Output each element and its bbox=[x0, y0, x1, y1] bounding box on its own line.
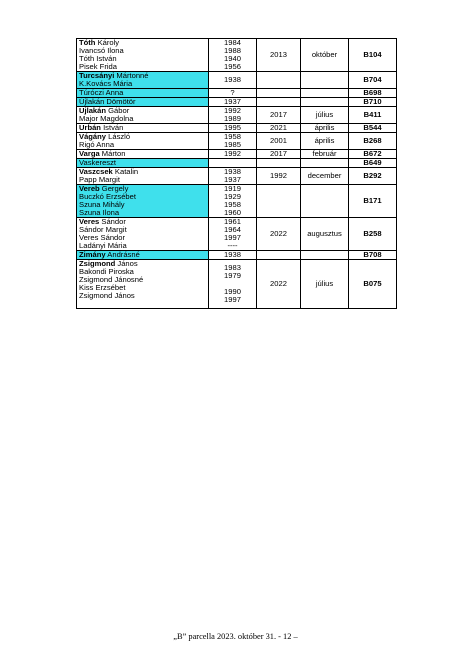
visit-month-cell bbox=[301, 72, 349, 89]
person-name bbox=[79, 292, 206, 300]
given-name: Károly bbox=[95, 38, 120, 47]
given-name: Rigó Anna bbox=[79, 140, 115, 149]
visit-year-cell: 2013 bbox=[257, 39, 301, 72]
grave-code-cell: B268 bbox=[349, 133, 397, 150]
years-cell bbox=[209, 39, 257, 72]
names-cell bbox=[77, 185, 209, 218]
burial-register-table bbox=[76, 38, 397, 309]
person-name bbox=[79, 115, 206, 123]
table-row bbox=[77, 185, 397, 218]
year-value: 1988 bbox=[224, 46, 241, 55]
year-value: 1992 bbox=[224, 149, 241, 158]
names-cell bbox=[77, 107, 209, 124]
year-value: 1997 bbox=[224, 295, 241, 304]
visit-month-cell bbox=[301, 98, 349, 107]
years-cell bbox=[209, 107, 257, 124]
given-name: Katalin bbox=[112, 167, 139, 176]
family-name: Vereb bbox=[79, 184, 100, 193]
family-name: Varga bbox=[79, 149, 100, 158]
family-name: Zimány bbox=[79, 250, 106, 259]
given-name: Papp Margit bbox=[79, 175, 120, 184]
visit-month-cell bbox=[301, 89, 349, 98]
years-cell bbox=[209, 185, 257, 218]
year-value: 1938 bbox=[224, 250, 241, 259]
years-cell bbox=[209, 260, 257, 309]
given-name: Ladányi Mária bbox=[79, 241, 127, 250]
names-cell bbox=[77, 260, 209, 309]
register-body bbox=[77, 39, 397, 309]
table-row bbox=[77, 72, 397, 89]
given-name: Sándor bbox=[99, 217, 126, 226]
grave-code-cell: B171 bbox=[349, 185, 397, 218]
visit-year-cell bbox=[257, 72, 301, 89]
year-value: 1964 bbox=[224, 225, 241, 234]
grave-code-cell: B649 bbox=[349, 159, 397, 168]
given-name: Major Magdolna bbox=[79, 114, 134, 123]
year-value: 1960 bbox=[224, 208, 241, 217]
person-name bbox=[79, 159, 206, 167]
years-cell bbox=[209, 72, 257, 89]
given-name: Tóth István bbox=[79, 54, 117, 63]
grave-code-cell: B104 bbox=[349, 39, 397, 72]
year-value: 1979 bbox=[224, 271, 241, 280]
names-cell bbox=[77, 218, 209, 251]
person-name bbox=[79, 251, 206, 259]
family-name: Vágány bbox=[79, 132, 107, 141]
year-value: 1995 bbox=[224, 123, 241, 132]
family-name: Zsigmond bbox=[79, 259, 116, 268]
names-cell bbox=[77, 72, 209, 89]
year-value bbox=[211, 159, 254, 167]
person-name bbox=[79, 63, 206, 71]
table-row bbox=[77, 150, 397, 159]
visit-year-cell: 2021 bbox=[257, 124, 301, 133]
year-value: 1992 bbox=[224, 106, 241, 115]
visit-month-cell: július bbox=[301, 260, 349, 309]
given-name: Márton bbox=[99, 149, 126, 158]
visit-year-cell bbox=[257, 251, 301, 260]
years-cell bbox=[209, 218, 257, 251]
person-name bbox=[79, 124, 206, 132]
names-cell bbox=[77, 168, 209, 185]
given-name: Kiss Erzsébet bbox=[79, 283, 126, 292]
person-name bbox=[79, 141, 206, 149]
grave-code-cell: B672 bbox=[349, 150, 397, 159]
family-name: Turcsányi bbox=[79, 71, 115, 80]
person-name bbox=[79, 89, 206, 97]
visit-year-cell: 1992 bbox=[257, 168, 301, 185]
grave-code-cell: B292 bbox=[349, 168, 397, 185]
year-value: 1958 bbox=[224, 132, 241, 141]
person-name bbox=[79, 242, 206, 250]
visit-month-cell: augusztus bbox=[301, 218, 349, 251]
year-value: 1989 bbox=[224, 114, 241, 123]
year-value: 1983 bbox=[224, 263, 241, 272]
given-name: Buczkó Erzsébet bbox=[79, 192, 136, 201]
given-name: Ivancsó Ilona bbox=[79, 46, 124, 55]
given-name: Gergely bbox=[99, 184, 129, 193]
visit-year-cell: 2022 bbox=[257, 218, 301, 251]
given-name: Zsigmond Jánosné bbox=[79, 275, 144, 284]
given-name: Zsigmond János bbox=[79, 291, 135, 300]
names-cell bbox=[77, 39, 209, 72]
visit-year-cell: 2022 bbox=[257, 260, 301, 309]
grave-code-cell: B411 bbox=[349, 107, 397, 124]
year-value: 1929 bbox=[224, 192, 241, 201]
given-name: Szuna Mihály bbox=[79, 200, 125, 209]
visit-month-cell bbox=[301, 251, 349, 260]
given-name: Andrásné bbox=[105, 250, 140, 259]
grave-code-cell: B698 bbox=[349, 89, 397, 98]
visit-month-cell: július bbox=[301, 107, 349, 124]
year-value: 1919 bbox=[224, 184, 241, 193]
person-name bbox=[79, 176, 206, 184]
visit-year-cell: 2001 bbox=[257, 133, 301, 150]
family-name: Veres bbox=[79, 217, 100, 226]
visit-year-cell bbox=[257, 98, 301, 107]
year-value: 1961 bbox=[224, 217, 241, 226]
table-row bbox=[77, 218, 397, 251]
page-footer: „B” parcella 2023. október 31. - 12 – bbox=[173, 632, 298, 641]
visit-month-cell: április bbox=[301, 133, 349, 150]
visit-year-cell bbox=[257, 159, 301, 168]
given-name: Újlakán Dömötör bbox=[79, 97, 136, 106]
year-value: 1938 bbox=[224, 75, 241, 84]
given-name: Veres Sándor bbox=[79, 233, 126, 242]
grave-code-cell: B708 bbox=[349, 251, 397, 260]
family-name: Tóth bbox=[79, 38, 96, 47]
given-name: László bbox=[106, 132, 131, 141]
given-name: Gábor bbox=[106, 106, 130, 115]
given-name: Vaskereszt bbox=[79, 158, 116, 167]
table-row bbox=[77, 260, 397, 309]
given-name: Szuna Ilona bbox=[79, 208, 120, 217]
family-name: Vaszcsek bbox=[79, 167, 113, 176]
given-name: Mártonné bbox=[114, 71, 149, 80]
table-row bbox=[77, 39, 397, 72]
year-value: 1937 bbox=[224, 97, 241, 106]
given-name: István bbox=[100, 123, 124, 132]
year-value: 1984 bbox=[224, 38, 241, 47]
names-cell bbox=[77, 133, 209, 150]
given-name: Bakondi Piroska bbox=[79, 267, 134, 276]
years-cell bbox=[209, 251, 257, 260]
visit-month-cell bbox=[301, 159, 349, 168]
years-cell bbox=[209, 133, 257, 150]
year-value: 1940 bbox=[224, 54, 241, 63]
person-name bbox=[79, 80, 206, 88]
table-row bbox=[77, 168, 397, 185]
person-name bbox=[79, 209, 206, 217]
visit-month-cell bbox=[301, 185, 349, 218]
visit-year-cell: 2017 bbox=[257, 107, 301, 124]
given-name: János bbox=[115, 259, 138, 268]
person-name bbox=[79, 150, 206, 158]
year-value: ---- bbox=[227, 241, 238, 250]
year-value: 1956 bbox=[224, 62, 241, 71]
visit-month-cell: április bbox=[301, 124, 349, 133]
family-name: Ujlakán bbox=[79, 106, 107, 115]
years-cell bbox=[209, 168, 257, 185]
visit-year-cell bbox=[257, 185, 301, 218]
year-value: 1937 bbox=[224, 175, 241, 184]
table-row bbox=[77, 133, 397, 150]
year-value: ? bbox=[230, 88, 235, 97]
grave-code-cell: B258 bbox=[349, 218, 397, 251]
person-name bbox=[79, 98, 206, 106]
visit-month-cell: október bbox=[301, 39, 349, 72]
visit-month-cell: december bbox=[301, 168, 349, 185]
given-name: Pisek Frida bbox=[79, 62, 117, 71]
year-value: 1938 bbox=[224, 167, 241, 176]
grave-code-cell: B710 bbox=[349, 98, 397, 107]
given-name: Túróczi Anna bbox=[79, 88, 124, 97]
table-row bbox=[77, 107, 397, 124]
family-name: Urbán bbox=[79, 123, 101, 132]
year-value: 1985 bbox=[224, 140, 241, 149]
year-value: 1997 bbox=[224, 233, 241, 242]
given-name: Sándor Margit bbox=[79, 225, 127, 234]
visit-year-cell bbox=[257, 89, 301, 98]
visit-year-cell: 2017 bbox=[257, 150, 301, 159]
year-value: 1990 bbox=[224, 287, 241, 296]
visit-month-cell: február bbox=[301, 150, 349, 159]
given-name: K.Kovács Mária bbox=[79, 79, 133, 88]
grave-code-cell: B544 bbox=[349, 124, 397, 133]
grave-code-cell: B075 bbox=[349, 260, 397, 309]
grave-code-cell: B704 bbox=[349, 72, 397, 89]
year-value: 1958 bbox=[224, 200, 241, 209]
